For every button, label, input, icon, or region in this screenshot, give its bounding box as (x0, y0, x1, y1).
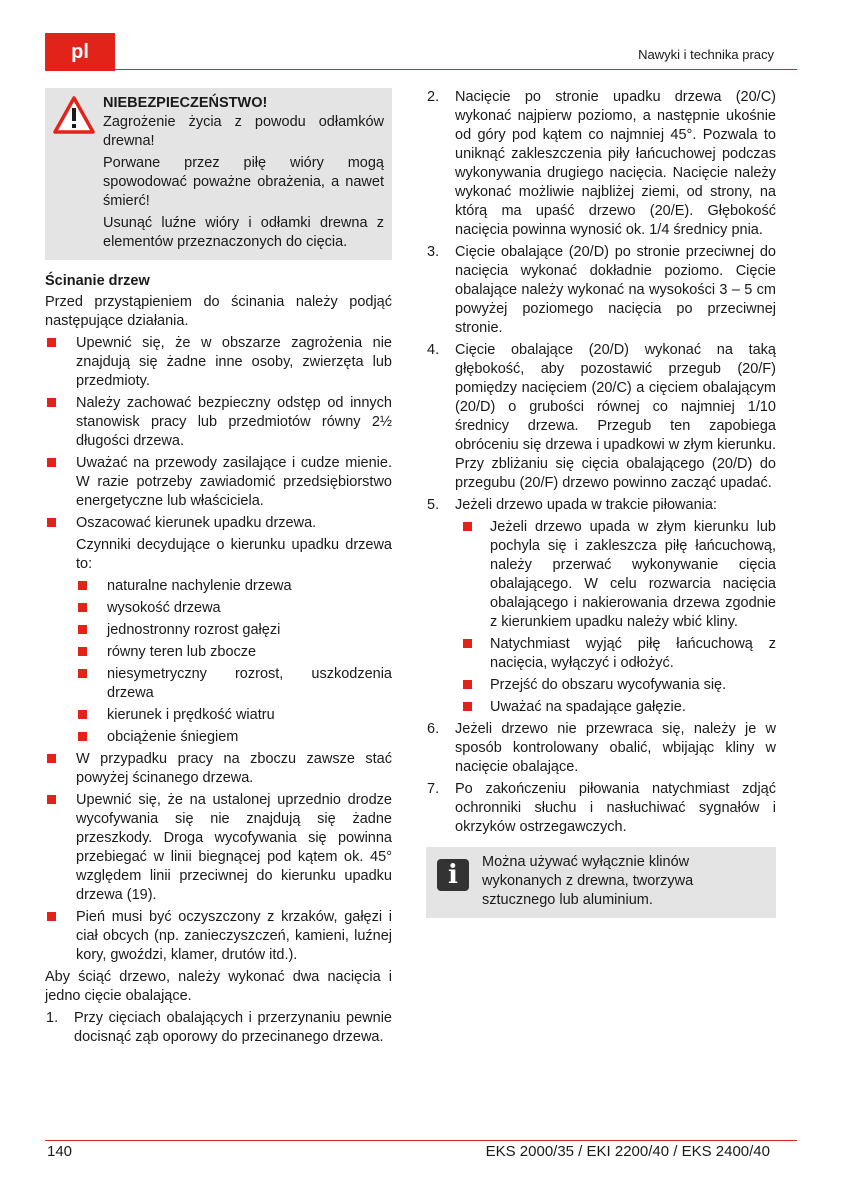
step-item (426, 780, 776, 837)
step-item (426, 720, 776, 777)
step-number: 1. (46, 1010, 59, 1026)
list-item: Należy zachować bezpieczny odstęp od innych stanowisk pracy lub przedmiotów równy 2½ długości drzewa. (45, 394, 392, 451)
step-item (45, 1009, 392, 1047)
right-column (426, 88, 776, 918)
step-item (426, 496, 776, 717)
step-number: 2. (427, 89, 440, 105)
danger-paragraph: Zagrożenie życia z powodu odłamków drewna! (103, 114, 384, 149)
info-text: Można używać wyłącznie klinów wykonanych z drewna, tworzywa sztucznego lub aluminium. (482, 854, 694, 908)
footer-divider (45, 1140, 797, 1141)
info-icon-glyph: i (448, 860, 458, 890)
factor-item: naturalne nachylenie drzewa (76, 577, 392, 596)
factor-item: obciążenie śniegiem (76, 728, 392, 747)
step-text: Przy cięciach obalających i przerzynaniu pewnie docisnąć ząb oporowy do przecinanego drzewa. (74, 1010, 392, 1045)
factor-item: wysokość drzewa (76, 599, 392, 618)
list-item: W przypadku pracy na zboczu zawsze stać powyżej ścinanego drzewa. (45, 750, 392, 788)
step-text: Po zakończeniu piłowania natychmiast zdjąć ochronniki słuchu i nasłuchiwać sygnałów i okrzyków ostrzegawczych. (455, 781, 776, 835)
step-number: 3. (427, 244, 440, 260)
factor-item: równy teren lub zbocze (76, 643, 392, 662)
header-divider (45, 69, 797, 70)
danger-paragraph: Usunąć luźne wióry i odłamki drewna z elementów przeznaczonych do cięcia. (103, 215, 384, 250)
list-item-text: Oszacować kierunek upadku drzewa. (76, 515, 317, 531)
list-item: Jeżeli drzewo upada w złym kierunku lub pochyla się i zakleszcza piłę łańcuchową, należy przerwać wykonywanie cięcia obalającego. W celu rozwarcia nacięcia obalającego i nakierowania drzewa zgodnie z kierunkiem upadku należy wbić kliny. (455, 518, 776, 632)
step-text: Jeżeli drzewo upada w trakcie piłowania: (455, 497, 717, 513)
factors-intro: Czynniki decydujące o kierunku upadku drzewa to: (76, 537, 392, 572)
list-item: Upewnić się, że w obszarze zagrożenia nie znajdują się żadne inne osoby, zwierzęta lub przedmioty. (45, 334, 392, 391)
left-column (45, 88, 392, 1047)
step-text: Cięcie obalające (20/D) wykonać na taką głębokość, aby pozostawić przegub (20/F) pomiędzy nacięciem (20/C) a cięciem obalającym (20/D) o grubości równej co najmniej 1/10 średnicy drzewa. Przegub ten zapobiega obróceniu się drzewa i upadkowi w złym kierunku. Przy zbliżaniu się cięcia obalającego (20/D) do przegubu (20/F) drzewo powinno zacząć upadać. (455, 342, 776, 491)
factor-item: kierunek i prędkość wiatru (76, 706, 392, 725)
step-text: Jeżeli drzewo nie przewraca się, należy je w sposób kontrolowany obalić, wbijając kliny w nacięcie obalające. (455, 721, 776, 775)
list-item: Natychmiast wyjąć piłę łańcuchową z nacięcia, wyłączyć i odłożyć. (455, 635, 776, 673)
list-item: Uważać na przewody zasilające i cudze mienie. W razie potrzeby zawiadomić przedsiębiorstwo energetyczne lub właściciela. (45, 454, 392, 511)
list-item: Upewnić się, że na ustalonej uprzednio drodze wycofywania się nie znajdują się żadne przeszkody. Droga wycofywania się powinna przebiegać w linii biegnącej pod kątem ok. 45° względem linii przeciwnej do kierunku upadku drzewa (19). (45, 791, 392, 905)
section-title: Ścinanie drzew (45, 273, 150, 289)
list-item: Pień musi być oczyszczony z krzaków, gałęzi i ciał obcych (np. zanieczyszczeń, kamieni, luźnej kory, gwoździ, klamer, drutów itd.). (45, 908, 392, 965)
language-tab: pl (45, 33, 115, 71)
info-notice (426, 847, 776, 918)
list-item: Przejść do obszaru wycofywania się. (455, 676, 776, 695)
cuts-intro: Aby ściąć drzewo, należy wykonać dwa nacięcia i jedno cięcie obalające. (45, 969, 392, 1004)
info-icon (437, 859, 469, 891)
step-number: 5. (427, 497, 440, 513)
danger-notice (45, 88, 392, 260)
list-item (45, 514, 392, 747)
factor-item: niesymetryczny rozrost, uszkodzenia drzewa (76, 665, 392, 703)
danger-title: NIEBEZPIECZEŃSTWO! (103, 95, 268, 111)
warning-triangle-icon (53, 96, 95, 134)
danger-paragraph: Porwane przez piłę wióry mogą spowodować poważne obrażenia, a nawet śmierć! (103, 155, 384, 209)
step-number: 4. (427, 342, 440, 358)
list-item: Uważać na spadające gałęzie. (455, 698, 776, 717)
step-number: 7. (427, 781, 440, 797)
factor-item: jednostronny rozrost gałęzi (76, 621, 392, 640)
page-number: 140 (47, 1143, 73, 1160)
model-numbers: EKS 2000/35 / EKI 2200/40 / EKS 2400/40 (485, 1143, 770, 1160)
step-item (426, 243, 776, 338)
step-number: 6. (427, 721, 440, 737)
step-item (426, 88, 776, 240)
section-header-title: Nawyki i technika pracy (638, 47, 774, 62)
step-text: Cięcie obalające (20/D) po stronie przeciwnej do nacięcia wykonać dokładnie poziomo. Cięcie obalające należy wykonać na wysokości 3 – 5 cm powyżej poziomego nacięcia po przeciwnej stronie. (455, 244, 776, 336)
intro-text: Przed przystąpieniem do ścinania należy podjąć następujące działania. (45, 294, 392, 329)
step-text: Nacięcie po stronie upadku drzewa (20/C) wykonać najpierw poziomo, a następnie ukośnie od góry pod kątem co najmniej 45°. Pozwala to uniknąć zakleszczenia piły łańcuchowej podczas wykonywania drugiego nacięcia. Nacięcie należy wykonać możliwie najbliżej ziemi, od strony, na którą ma upaść drzewo (20/E). Głębokość nacięcia powinna wynosić ok. 1/4 średnicy pnia. (455, 89, 776, 238)
step-item (426, 341, 776, 493)
